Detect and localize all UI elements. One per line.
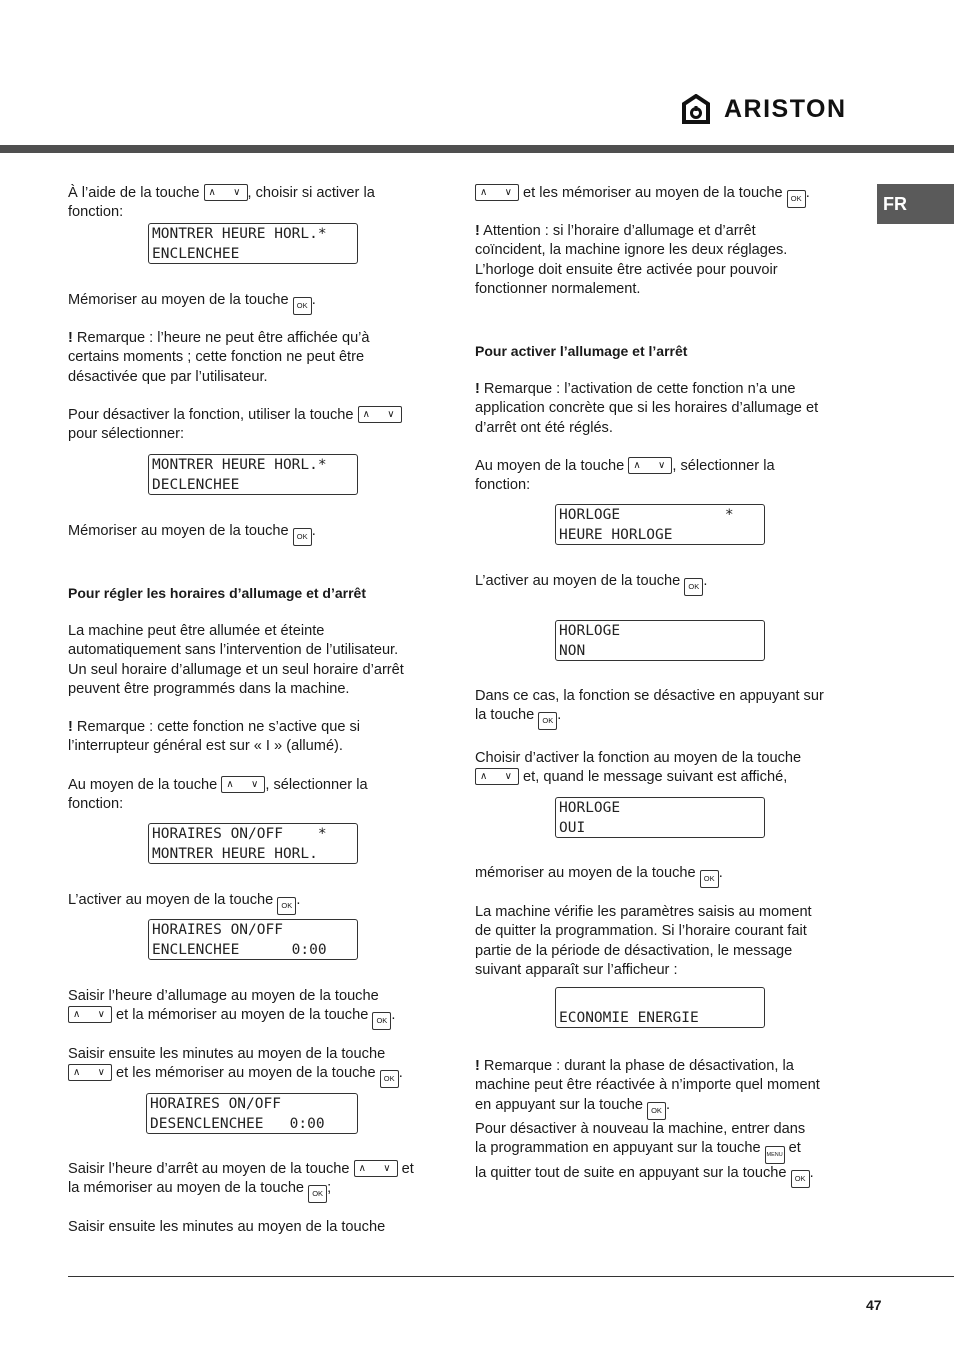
paragraph: L’activer au moyen de la touche OK . (475, 572, 707, 596)
ok-key-icon: OK (791, 1170, 810, 1188)
arrow-keys-icon: ∧ ∨ (475, 768, 519, 785)
lcd-display: HORAIRES ON/OFF ENCLENCHEE 0:00 (148, 919, 358, 960)
lcd-display: MONTRER HEURE HORL.* ENCLENCHEE (148, 223, 358, 264)
menu-key-icon: MENU (765, 1146, 785, 1164)
ok-key-icon: OK (277, 897, 296, 915)
paragraph: La machine vérifie les paramètres saisis au moment de quitter la programmation. Si l’horaire courant fait partie de la période de désactivation, le message suivant apparaît sur l’afficheur : (475, 904, 812, 979)
ok-key-icon: OK (647, 1102, 666, 1120)
brand-logo (682, 94, 847, 124)
ok-key-icon: OK (308, 1185, 327, 1203)
ok-key-icon: OK (787, 190, 806, 208)
paragraph: À l’aide de la touche ∧ ∨ , choisir si activer la fonction: (68, 185, 375, 221)
paragraph: Saisir ensuite les minutes au moyen de la touche ∧ ∨ et les mémoriser au moyen de la touche OK . (68, 1045, 403, 1088)
paragraph: Saisir ensuite les minutes au moyen de la touche (68, 1219, 386, 1235)
arrow-keys-icon: ∧ ∨ (628, 457, 672, 474)
paragraph: Saisir l’heure d’arrêt au moyen de la touche ∧ ∨ et la mémoriser au moyen de la touche OK ; (68, 1160, 414, 1203)
ok-key-icon: OK (700, 870, 719, 888)
paragraph: Choisir d’activer la fonction au moyen de la touche ∧ ∨ et, quand le message suivant est affiché, (475, 750, 802, 786)
lcd-display: MONTRER HEURE HORL.* DECLENCHEE (148, 454, 358, 495)
paragraph: Au moyen de la touche ∧ ∨ , sélectionner la fonction: (475, 458, 775, 494)
paragraph: Mémoriser au moyen de la touche OK . (68, 291, 316, 315)
lcd-display: ECONOMIE ENERGIE (555, 987, 765, 1028)
arrow-keys-icon: ∧ ∨ (475, 184, 519, 201)
brand-name: ARISTON (724, 94, 847, 123)
remark: ! Remarque : l’activation de cette fonction n’a une application concrète que si les horaires d’allumage et d’arrêt ont été réglés. (475, 381, 819, 436)
ok-key-icon: OK (538, 712, 557, 730)
remark: ! Remarque : l’heure ne peut être affichée qu’à certains moments ; cette fonction ne peut être désactivée que par l’utilisateur. (68, 330, 370, 385)
footer-divider (68, 1276, 954, 1277)
house-logo-icon (682, 94, 710, 124)
lcd-display: HORLOGE * HEURE HORLOGE (555, 504, 765, 545)
ok-key-icon: OK (293, 528, 312, 546)
paragraph: La machine peut être allumée et éteinte automatiquement sans l’intervention de l’utilisateur. Un seul horaire d’allumage et un seul horaire d’arrêt peuvent être programmés dans la machine. (68, 623, 404, 698)
section-heading: Pour activer l’allumage et l’arrêt (475, 343, 688, 359)
paragraph: Au moyen de la touche ∧ ∨ , sélectionner la fonction: (68, 777, 368, 813)
section-heading: Pour régler les horaires d’allumage et d’arrêt (68, 585, 366, 601)
remark: ! Remarque : durant la phase de désactivation, la machine peut être réactivée à n’importe quel moment en appuyant sur la touche OK . Pour désactiver à nouveau la machine, entrer dans la programmation en appuyant sur la touche MENU et la quitter tout de suite en appuyant sur la touche OK . (475, 1057, 820, 1188)
paragraph: ∧ ∨ et les mémoriser au moyen de la touche OK . (475, 184, 810, 208)
arrow-keys-icon: ∧ ∨ (354, 1160, 398, 1177)
ok-key-icon: OK (293, 297, 312, 315)
paragraph: L’activer au moyen de la touche OK . (68, 891, 300, 915)
paragraph: Saisir l’heure d’allumage au moyen de la touche ∧ ∨ et la mémoriser au moyen de la touche OK . (68, 987, 395, 1030)
page-number: 47 (866, 1297, 882, 1313)
ok-key-icon: OK (380, 1070, 399, 1088)
lcd-display: HORAIRES ON/OFF * MONTRER HEURE HORL. (148, 823, 358, 864)
paragraph: Pour désactiver la fonction, utiliser la touche ∧ ∨ pour sélectionner: (68, 406, 402, 445)
remark: ! Remarque : cette fonction ne s’active que si l’interrupteur général est sur « I » (allumé). (68, 719, 361, 755)
lcd-display: HORLOGE OUI (555, 797, 765, 838)
lcd-display: HORAIRES ON/OFF DESENCLENCHEE 0:00 (146, 1093, 358, 1134)
arrow-keys-icon: ∧ ∨ (221, 776, 265, 793)
ok-key-icon: OK (684, 578, 703, 596)
header-divider (0, 145, 954, 153)
arrow-keys-icon: ∧ ∨ (204, 184, 248, 201)
lcd-display: HORLOGE NON (555, 620, 765, 661)
paragraph: Dans ce cas, la fonction se désactive en appuyant sur la touche OK . (475, 687, 824, 730)
paragraph: mémoriser au moyen de la touche OK . (475, 864, 723, 888)
arrow-keys-icon: ∧ ∨ (68, 1006, 112, 1023)
arrow-keys-icon: ∧ ∨ (68, 1064, 112, 1081)
arrow-keys-icon: ∧ ∨ (358, 406, 402, 423)
language-tab: FR (877, 184, 954, 224)
ok-key-icon: OK (372, 1012, 391, 1030)
paragraph: Mémoriser au moyen de la touche OK . (68, 522, 316, 546)
attention-note: ! Attention : si l’horaire d’allumage et d’arrêt coïncident, la machine ignore les deux réglages. L’horloge doit ensuite être activée pour pouvoir fonctionner normalement. (475, 223, 788, 298)
